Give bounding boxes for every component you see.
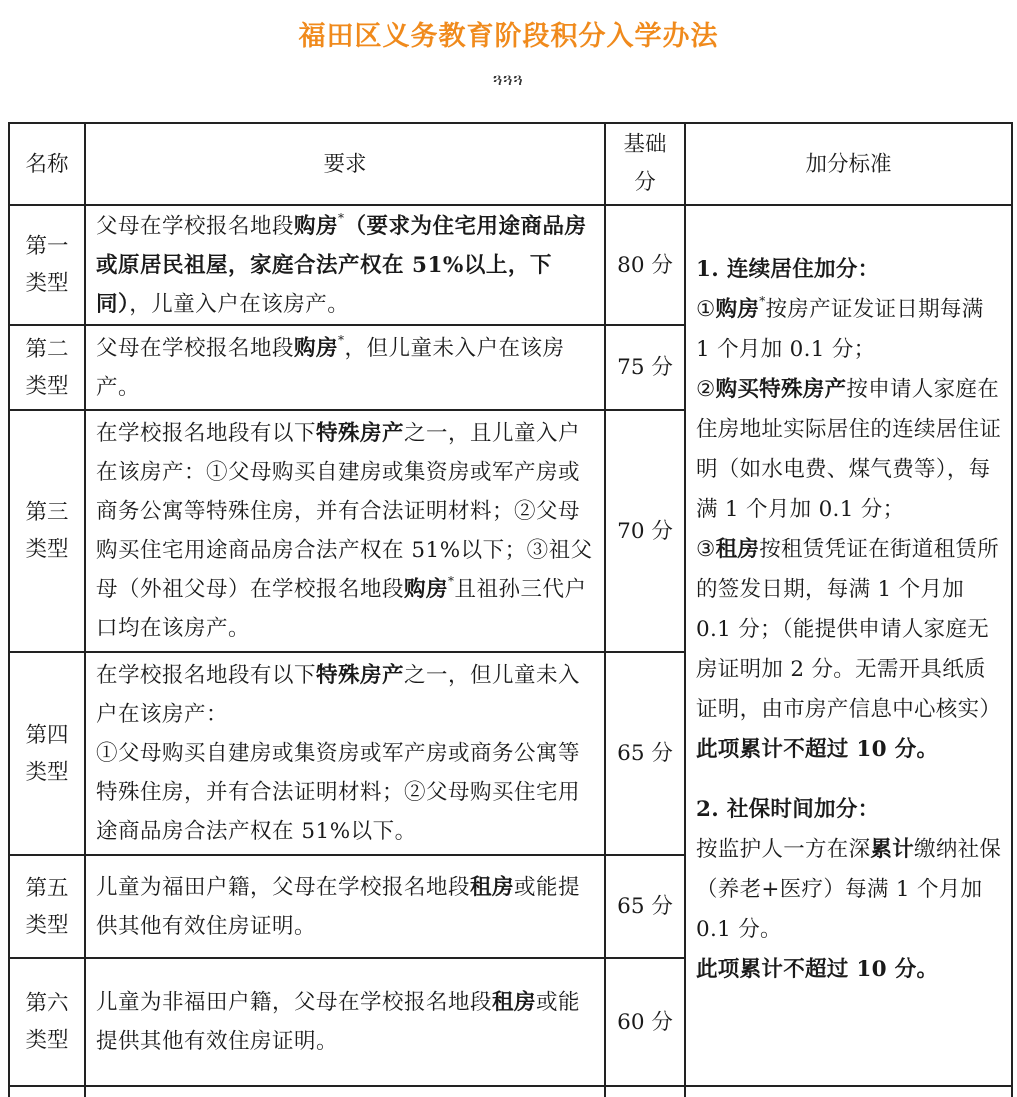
header-requirement: 要求 — [85, 123, 605, 205]
score-cell: 70 分 — [605, 410, 685, 652]
requirement-cell: 儿童为福田户籍，父母在学校报名地段租房或能提供其他有效住房证明。 — [85, 855, 605, 958]
bonus-item-social-insurance: 按监护人一方在深累计缴纳社保（养老+医疗）每满 1 个月加 0.1 分。 — [696, 837, 1002, 942]
bonus-social-insurance-cap: 此项累计不超过 10 分。 — [696, 957, 939, 982]
score-cell: 65 分 — [605, 855, 685, 958]
type-cell: 第三类型 — [9, 410, 85, 652]
table-header-row — [9, 123, 1012, 205]
requirement-cell: 父母在学校报名地段购房*，但儿童未入户在该房产。 — [85, 325, 605, 410]
document-title: 福田区义务教育阶段积分入学办法 — [298, 21, 719, 52]
score-cell: 60 分 — [605, 958, 685, 1086]
bonus-section-social-insurance-title: 2. 社保时间加分： — [696, 797, 880, 822]
bonus-item-special-property: ②购买特殊房产按申请人家庭在住房地址实际居住的连续居住证明（如水电费、煤气费等），每满 1 个月加 0.1 分； — [696, 377, 1002, 522]
admission-points-table — [8, 122, 1013, 1097]
bonus-item-purchase: ①购房*按房产证发证日期每满 1 个月加 0.1 分； — [696, 294, 984, 362]
table-tail-row — [9, 1086, 1012, 1097]
type-cell: 第四类型 — [9, 652, 85, 855]
bonus-standard-cell — [685, 205, 1012, 1086]
header-bonus: 加分标准 — [685, 123, 1012, 205]
requirement-cell: 在学校报名地段有以下特殊房产之一，但儿童未入户在该房产： ①父母购买自建房或集资房或军产房或商务公寓等特殊住房，并有合法证明材料；②父母购买住宅用途商品房合法产权在 51%以下。 — [85, 652, 605, 855]
header-name: 名称 — [9, 123, 85, 205]
bonus-residence-cap: 此项累计不超过 10 分。 — [696, 737, 939, 762]
score-cell: 80 分 — [605, 205, 685, 325]
bonus-item-rental: ③租房按租赁凭证在街道租赁所的签发日期，每满 1 个月加 0.1 分；（能提供申请人家庭无房证明加 2 分。无需开具纸质证明，由市房产信息中心核实） — [696, 537, 1002, 722]
type-cell: 第五类型 — [9, 855, 85, 958]
header-base-score: 基础分 — [605, 123, 685, 205]
score-cell: 75 分 — [605, 325, 685, 410]
table-row — [9, 205, 1012, 325]
requirement-cell: 父母在学校报名地段购房*（要求为住宅用途商品房或原居民祖屋，家庭合法产权在 51%以上，下同），儿童入户在该房产。 — [85, 205, 605, 325]
type-cell: 第二类型 — [9, 325, 85, 410]
requirement-cell: 儿童为非福田户籍，父母在学校报名地段租房或能提供其他有效住房证明。 — [85, 958, 605, 1086]
subtitle-glyphs: ጓጓጓ — [493, 70, 524, 90]
type-cell: 第六类型 — [9, 958, 85, 1086]
bonus-section-residence-title: 1. 连续居住加分： — [696, 257, 880, 282]
type-cell: 第一类型 — [9, 205, 85, 325]
score-cell: 65 分 — [605, 652, 685, 855]
requirement-cell: 在学校报名地段有以下特殊房产之一，且儿童入户在该房产：①父母购买自建房或集资房或军产房或商务公寓等特殊住房，并有合法证明材料；②父母购买住宅用途商品房合法产权在 51%以下；③祖父母（外祖父母）在学校报名地段购房*且祖孙三代户口均在该房产。 — [85, 410, 605, 652]
